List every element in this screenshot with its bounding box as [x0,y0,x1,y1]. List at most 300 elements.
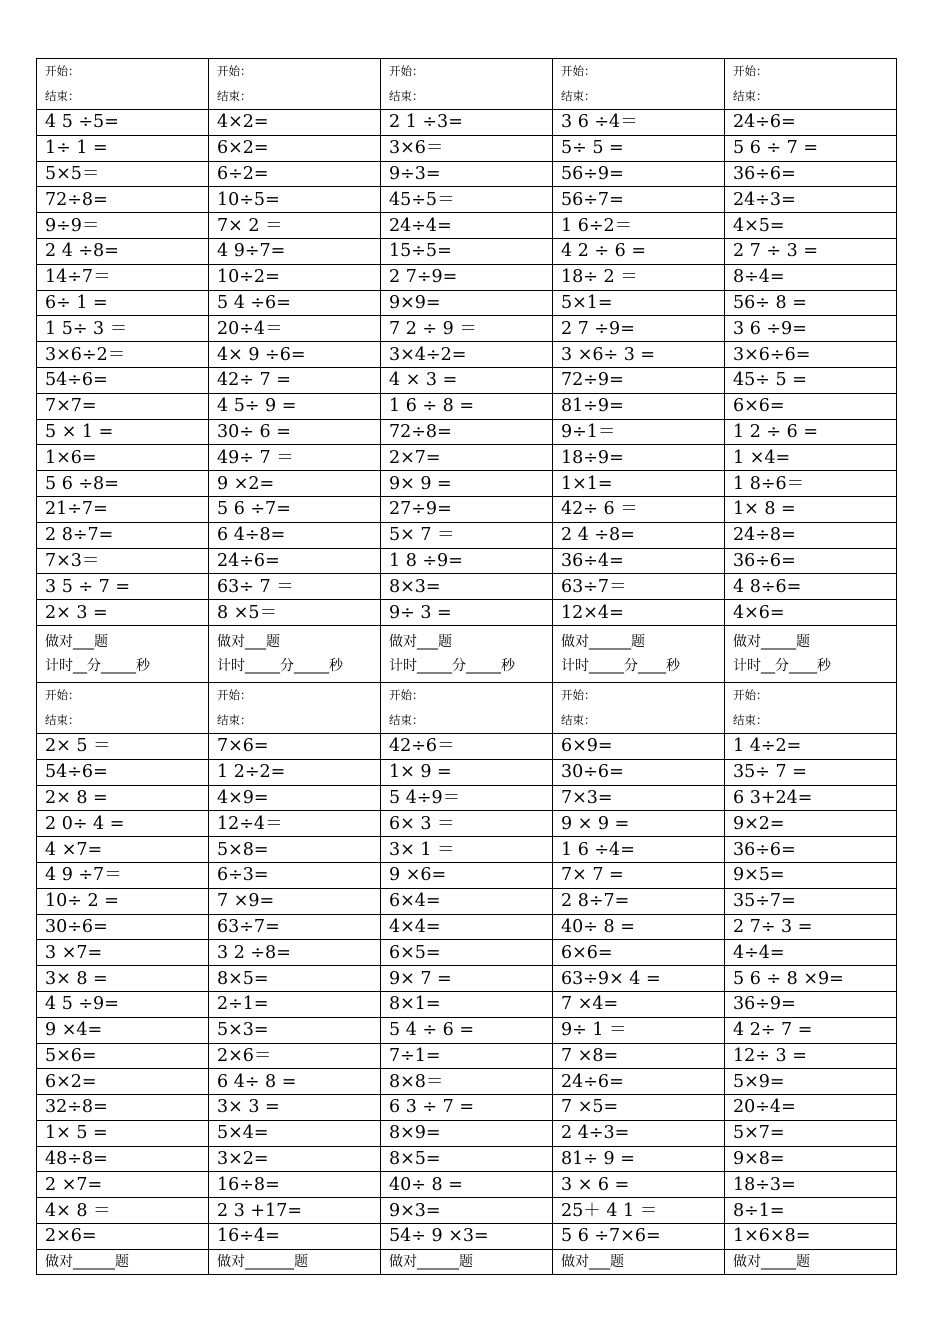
problem-cell: 1 ×4= [725,445,897,471]
problem-cell: 12×4= [553,600,725,626]
problem-cell: 2÷1= [209,991,381,1017]
problem-cell: 4×6= [725,600,897,626]
problem-cell: 2 8÷7= [37,522,209,548]
problem-row [37,1095,897,1121]
problem-cell: 24÷3= [725,187,897,213]
problem-cell: 5 6 ÷ 8 ×9= [725,966,897,992]
problem-cell: 4 5 ÷9= [37,991,209,1017]
problem-cell: 48÷8= [37,1146,209,1172]
time-cell [725,682,897,733]
problem-cell: 42÷ 6 ＝ [553,496,725,522]
problem-cell: 3× 1 ＝ [381,837,553,863]
correct-count-label: 做对_____题 [733,633,810,650]
problem-cell: 8×8＝ [381,1069,553,1095]
problem-row [37,264,897,290]
problem-row [37,110,897,136]
problem-row [37,1069,897,1095]
problem-cell: 2 4 ÷8= [37,238,209,264]
problem-cell: 18÷3= [725,1172,897,1198]
problem-cell: 1 2 ÷ 6 = [725,419,897,445]
problem-row [37,290,897,316]
problem-cell: 1 8 ÷9= [381,548,553,574]
problem-cell: 1× 9 = [381,759,553,785]
problem-cell: 2 4 ÷8= [553,522,725,548]
problem-cell: 36÷4= [553,548,725,574]
problem-cell: 3 2 ÷8= [209,940,381,966]
problem-cell: 4×4= [381,914,553,940]
problem-cell: 6÷ 1 = [37,290,209,316]
problem-cell: 24÷4= [381,213,553,239]
problem-cell: 10÷2= [209,264,381,290]
problem-cell: 40÷ 8 = [381,1172,553,1198]
problem-cell: 1 4÷2= [725,733,897,759]
problem-cell: 1×6= [37,445,209,471]
end-label: 结束： [733,89,768,103]
problem-cell: 7 ×5= [553,1095,725,1121]
problem-cell: 2 7÷9= [381,264,553,290]
problem-cell: 3 ×6÷ 3 = [553,342,725,368]
start-label: 开始： [561,687,596,702]
problem-row [37,213,897,239]
end-label: 结束： [217,89,252,103]
problem-row [37,914,897,940]
problem-cell: 24÷8= [725,522,897,548]
problem-cell: 4× 8 ＝ [37,1198,209,1224]
start-label: 开始： [45,64,80,78]
problem-cell: 54÷ 9 ×3= [381,1224,553,1250]
problem-cell: 72÷9= [553,367,725,393]
start-label: 开始： [561,64,596,78]
timer-label: 计时_____分____秒 [561,657,680,674]
problem-cell: 1×1= [553,471,725,497]
problem-row [37,940,897,966]
problem-cell: 5×1= [553,290,725,316]
problem-cell: 9× 7 = [381,966,553,992]
problem-cell: 1×6×8= [725,1224,897,1250]
end-label: 结束： [217,712,252,727]
problem-cell: 5 × 1 = [37,419,209,445]
problem-cell: 12÷ 3 = [725,1043,897,1069]
problem-cell: 30÷6= [553,759,725,785]
problem-cell: 7 ×4= [553,991,725,1017]
time-cell [725,59,897,110]
problem-cell: 45÷ 5 = [725,367,897,393]
problem-cell: 35÷ 7 = [725,759,897,785]
time-cell [37,682,209,733]
problem-cell: 36÷9= [725,991,897,1017]
problem-cell: 2×6＝ [209,1043,381,1069]
problem-cell: 3×6÷6= [725,342,897,368]
problem-cell: 1 6 ÷ 8 = [381,393,553,419]
problem-cell: 6×2= [37,1069,209,1095]
problem-cell: 9÷ 1 ＝ [553,1017,725,1043]
start-label: 开始： [733,687,768,702]
problem-cell: 1 6 ÷4= [553,837,725,863]
problem-row [37,600,897,626]
problem-cell: 9 ×6= [381,862,553,888]
end-label: 结束： [733,712,768,727]
score-cell [209,1249,381,1274]
problem-cell: 5×4= [209,1120,381,1146]
problem-row [37,238,897,264]
problem-cell: 45÷5＝ [381,187,553,213]
problem-cell: 8×5= [209,966,381,992]
problem-cell: 63÷7＝ [553,574,725,600]
problem-cell: 7 ×9= [209,888,381,914]
problem-cell: 5 4 ÷ 6 = [381,1017,553,1043]
problem-cell: 4 8÷6= [725,574,897,600]
problem-row [37,1146,897,1172]
timer-label: 计时_____分_____秒 [389,657,515,674]
problem-cell: 5×6= [37,1043,209,1069]
problem-cell: 63÷9× 4 = [553,966,725,992]
problem-row [37,811,897,837]
problem-cell: 4 ×7= [37,837,209,863]
problem-cell: 6×9= [553,733,725,759]
correct-count-label: 做对___题 [45,633,108,650]
end-label: 结束： [561,712,596,727]
problem-row [37,785,897,811]
time-cell [381,682,553,733]
problem-row [37,1043,897,1069]
problem-cell: 54÷6= [37,367,209,393]
problem-cell: 2× 3 = [37,600,209,626]
problem-cell: 24÷6= [725,110,897,136]
problem-row [37,419,897,445]
timer-label: 计时__分____秒 [733,657,831,674]
problem-row [37,135,897,161]
problem-cell: 6×5= [381,940,553,966]
problem-cell: 7× 7 = [553,862,725,888]
problem-cell: 15÷5= [381,238,553,264]
problem-cell: 4 5÷ 9 = [209,393,381,419]
correct-count-label: 做对______题 [561,633,645,650]
problem-cell: 9×2= [725,811,897,837]
problem-row [37,522,897,548]
problem-cell: 5×9= [725,1069,897,1095]
problem-cell: 9 × 9 = [553,811,725,837]
problem-cell: 3×2= [209,1146,381,1172]
problem-cell: 7×7= [37,393,209,419]
start-label: 开始： [389,687,424,702]
problem-row [37,161,897,187]
problem-cell: 5×5＝ [37,161,209,187]
problem-cell: 5 6 ÷ 7 = [725,135,897,161]
problem-cell: 63÷ 7 ＝ [209,574,381,600]
problem-cell: 6 3 ÷ 7 = [381,1095,553,1121]
start-label: 开始： [733,64,768,78]
problem-cell: 6 3+24= [725,785,897,811]
problem-cell: 7×3= [553,785,725,811]
problem-cell: 5× 7 ＝ [381,522,553,548]
start-label: 开始： [217,64,252,78]
end-label: 结束： [45,712,80,727]
problem-cell: 2 1 ÷3= [381,110,553,136]
correct-count-label: 做对___题 [217,633,280,650]
time-cell [209,59,381,110]
problem-cell: 3× 3 = [209,1095,381,1121]
correct-count-label: 做对_____题 [733,1253,810,1270]
problem-row [37,548,897,574]
problem-cell: 21÷7= [37,496,209,522]
score-cell [381,625,553,682]
problem-cell: 2 4÷3= [553,1120,725,1146]
problem-row [37,445,897,471]
problem-cell: 30÷6= [37,914,209,940]
problem-cell: 40÷ 8 = [553,914,725,940]
problem-cell: 18÷9= [553,445,725,471]
problem-cell: 4 2÷ 7 = [725,1017,897,1043]
problem-cell: 1 6÷2＝ [553,213,725,239]
problem-row [37,393,897,419]
problem-cell: 2 8÷7= [553,888,725,914]
problem-cell: 9÷ 3 = [381,600,553,626]
problem-row [37,991,897,1017]
problem-cell: 12÷4＝ [209,811,381,837]
end-label: 结束： [389,89,424,103]
problem-row [37,888,897,914]
problem-row [37,733,897,759]
correct-count-label: 做对___题 [389,633,452,650]
problem-row [37,1120,897,1146]
problem-cell: 63÷7= [209,914,381,940]
block2-score-row [37,1249,897,1274]
block2-time-row [37,682,897,733]
problem-cell: 25＋ 4 1 ＝ [553,1198,725,1224]
problem-row [37,316,897,342]
problem-cell: 2 7 ÷ 3 = [725,238,897,264]
problem-cell: 8÷1= [725,1198,897,1224]
problem-cell: 3×6÷2＝ [37,342,209,368]
block1-time-row [37,59,897,110]
problem-cell: 3 ×7= [37,940,209,966]
end-label: 结束： [45,89,80,103]
score-cell [37,625,209,682]
problem-cell: 9×3= [381,1198,553,1224]
problem-cell: 42÷6＝ [381,733,553,759]
problem-cell: 1 8÷6＝ [725,471,897,497]
correct-count-label: 做对___题 [561,1253,624,1270]
problem-row [37,187,897,213]
problem-cell: 7÷1= [381,1043,553,1069]
problem-cell: 4×5= [725,213,897,239]
problem-cell: 1 5÷ 3 ＝ [37,316,209,342]
problem-cell: 9÷1＝ [553,419,725,445]
problem-row [37,1224,897,1250]
correct-count-label: 做对______题 [389,1253,473,1270]
problem-cell: 5×7= [725,1120,897,1146]
problem-cell: 6÷2= [209,161,381,187]
problem-cell: 16÷8= [209,1172,381,1198]
problem-cell: 3 × 6 = [553,1172,725,1198]
problem-cell: 1 2÷2= [209,759,381,785]
problem-cell: 6×2= [209,135,381,161]
problem-cell: 54÷6= [37,759,209,785]
start-label: 开始： [389,64,424,78]
score-cell [553,625,725,682]
problem-cell: 8×9= [381,1120,553,1146]
problem-cell: 3× 8 = [37,966,209,992]
problem-cell: 6×6= [553,940,725,966]
score-cell [553,1249,725,1274]
problem-cell: 18÷ 2 ＝ [553,264,725,290]
problem-cell: 9 ×4= [37,1017,209,1043]
problem-cell: 81÷9= [553,393,725,419]
problem-cell: 2× 8 = [37,785,209,811]
problem-cell: 49÷ 7 ＝ [209,445,381,471]
problem-cell: 9 ×2= [209,471,381,497]
problem-cell: 5×8= [209,837,381,863]
problem-cell: 6×4= [381,888,553,914]
time-cell [553,59,725,110]
problem-cell: 72÷8= [37,187,209,213]
problem-cell: 36÷6= [725,161,897,187]
timer-label: 计时_____分_____秒 [217,657,343,674]
problem-cell: 35÷7= [725,888,897,914]
problem-cell: 20÷4= [725,1095,897,1121]
end-label: 结束： [561,89,596,103]
problem-cell: 2 ×7= [37,1172,209,1198]
problem-cell: 7× 2 ＝ [209,213,381,239]
problem-cell: 36÷6= [725,837,897,863]
problem-cell: 5 6 ÷7= [209,496,381,522]
problem-cell: 6 4÷8= [209,522,381,548]
score-cell [209,625,381,682]
problem-cell: 4× 9 ÷6= [209,342,381,368]
problem-row [37,471,897,497]
problem-cell: 24÷6= [209,548,381,574]
problem-cell: 6÷3= [209,862,381,888]
problem-cell: 30÷ 6 = [209,419,381,445]
problem-cell: 6 4÷ 8 = [209,1069,381,1095]
worksheet [36,58,896,1275]
problem-row [37,342,897,368]
problem-cell: 24÷6= [553,1069,725,1095]
problem-cell: 8×1= [381,991,553,1017]
problem-cell: 10÷ 2 = [37,888,209,914]
problem-cell: 20÷4＝ [209,316,381,342]
problem-row [37,966,897,992]
problem-row [37,1198,897,1224]
problem-cell: 9×8= [725,1146,897,1172]
problem-cell: 3 5 ÷ 7 = [37,574,209,600]
problem-cell: 3 6 ÷9= [725,316,897,342]
problem-cell: 8÷4= [725,264,897,290]
block1-score-row [37,625,897,682]
problem-cell: 56÷7= [553,187,725,213]
problem-row [37,1172,897,1198]
problem-cell: 4 × 3 = [381,367,553,393]
start-label: 开始： [217,687,252,702]
problem-cell: 3×4÷2= [381,342,553,368]
problem-row [37,759,897,785]
problem-row [37,574,897,600]
problem-cell: 7 ×8= [553,1043,725,1069]
correct-count-label: 做对______题 [45,1253,129,1270]
problem-cell: 5 6 ÷7×6= [553,1224,725,1250]
score-cell [725,625,897,682]
problem-cell: 5 4÷9＝ [381,785,553,811]
problem-cell: 5 6 ÷8= [37,471,209,497]
problem-cell: 14÷7＝ [37,264,209,290]
problem-cell: 1× 8 = [725,496,897,522]
time-cell [553,682,725,733]
score-cell [37,1249,209,1274]
problem-row [37,862,897,888]
problem-cell: 5 4 ÷6= [209,290,381,316]
correct-count-label: 做对_______题 [217,1253,308,1270]
problem-cell: 9÷3= [381,161,553,187]
problem-cell: 2 0÷ 4 = [37,811,209,837]
problem-cell: 2 7 ÷9= [553,316,725,342]
problem-cell: 81÷ 9 = [553,1146,725,1172]
problem-cell: 7×3＝ [37,548,209,574]
problem-row [37,1017,897,1043]
time-cell [37,59,209,110]
worksheet-grid [36,58,897,1275]
problem-cell: 8×5= [381,1146,553,1172]
problem-cell: 56÷9= [553,161,725,187]
problem-cell: 9× 9 = [381,471,553,497]
problem-cell: 5×3= [209,1017,381,1043]
problem-cell: 4 9 ÷7＝ [37,862,209,888]
problem-cell: 9×5= [725,862,897,888]
problem-cell: 56÷ 8 = [725,290,897,316]
problem-cell: 8×3= [381,574,553,600]
problem-cell: 4×2= [209,110,381,136]
problem-cell: 3 6 ÷4＝ [553,110,725,136]
score-cell [725,1249,897,1274]
problem-cell: 32÷8= [37,1095,209,1121]
problem-cell: 2 3 +17= [209,1198,381,1224]
score-cell [381,1249,553,1274]
problem-cell: 10÷5= [209,187,381,213]
timer-label: 计时__分_____秒 [45,657,150,674]
problem-cell: 4÷4= [725,940,897,966]
problem-cell: 2× 5 ＝ [37,733,209,759]
problem-cell: 72÷8= [381,419,553,445]
problem-cell: 36÷6= [725,548,897,574]
problem-row [37,496,897,522]
problem-cell: 9×9= [381,290,553,316]
problem-cell: 42÷ 7 = [209,367,381,393]
time-cell [209,682,381,733]
problem-row [37,837,897,863]
problem-cell: 2 7÷ 3 = [725,914,897,940]
problem-cell: 27÷9= [381,496,553,522]
problem-cell: 7 2 ÷ 9 ＝ [381,316,553,342]
problem-cell: 5÷ 5 = [553,135,725,161]
problem-cell: 4 2 ÷ 6 = [553,238,725,264]
problem-cell: 6× 3 ＝ [381,811,553,837]
problem-cell: 6×6= [725,393,897,419]
problem-row [37,367,897,393]
problem-cell: 8 ×5＝ [209,600,381,626]
time-cell [381,59,553,110]
problem-cell: 4×9= [209,785,381,811]
problem-cell: 4 5 ÷5= [37,110,209,136]
problem-cell: 3×6＝ [381,135,553,161]
problem-cell: 4 9÷7= [209,238,381,264]
problem-cell: 16÷4= [209,1224,381,1250]
problem-cell: 1÷ 1 = [37,135,209,161]
problem-cell: 2×6= [37,1224,209,1250]
start-label: 开始： [45,687,80,702]
problem-cell: 9÷9＝ [37,213,209,239]
end-label: 结束： [389,712,424,727]
problem-cell: 2×7= [381,445,553,471]
problem-cell: 7×6= [209,733,381,759]
